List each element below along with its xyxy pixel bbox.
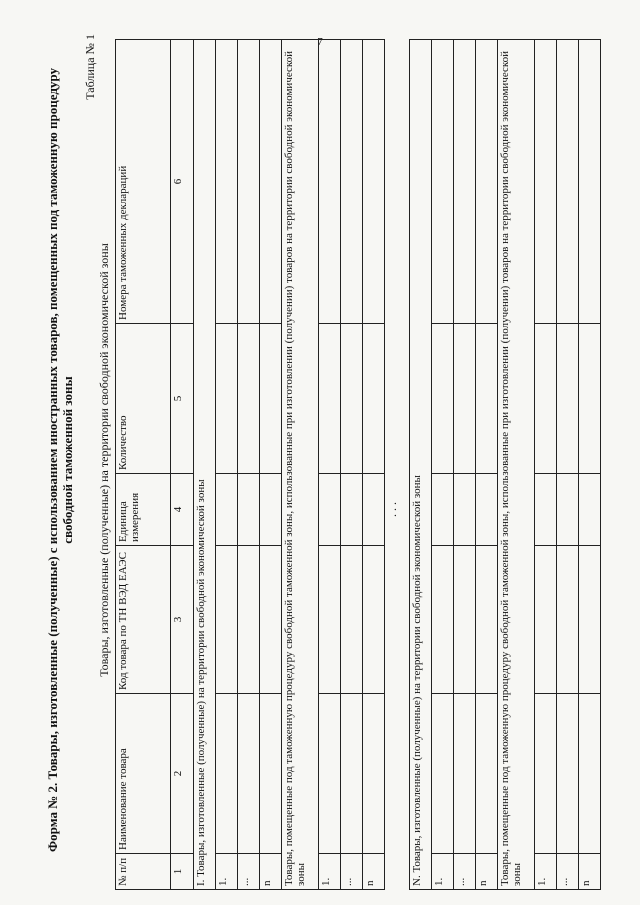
section-2-title-repeat: Товары, помещенные под таможенную процедуру свободной таможенной зоны, использованные при изготовлении (получении) товаров на территории свободной экономической зоны [498,40,535,890]
row-label: 1. [216,854,238,890]
section-row [194,40,216,890]
landscape-form [45,30,605,890]
header-row [116,40,171,890]
column-number: 3 [171,546,194,694]
table-row [216,40,238,890]
table-row [260,40,282,890]
table-row [238,40,260,890]
header-cell-quantity: Количество [116,324,171,474]
header-cell-name: Наименование товара [116,694,171,854]
table-row [319,40,341,890]
header-cell-unit: Единица измерения [116,474,171,546]
form-title-line-1: Форма № 2. Товары, изготовленные (полученные) с использованием иностранных товаров, помещенных под таможенную процедуру [45,68,60,852]
section-1-title: I. Товары, изготовленные (полученные) на территории свободной экономической зоны [194,40,216,890]
header-cell-declarations: Номера таможенных деклараций [116,40,171,324]
row-label: n [476,854,498,890]
form-title-line-2: свободной таможенной зоны [60,376,75,544]
column-number: 6 [171,40,194,324]
row-label: 1. [432,854,454,890]
header-cell-number: № п/п [116,854,171,890]
table-row [454,40,476,890]
header-cell-code: Код товара по ТН ВЭД ЕАЭС [116,546,171,694]
row-label: 1. [319,854,341,890]
row-label: ... [454,854,476,890]
table-row [363,40,385,890]
row-label: n [363,854,385,890]
table-row [341,40,363,890]
section-row [498,40,535,890]
page-number: 7 [317,36,323,48]
row-label: n [579,854,601,890]
table-row [557,40,579,890]
table-row [535,40,557,890]
gap-dots: . . . [385,502,399,517]
form-title [45,30,75,890]
table-row [579,40,601,890]
row-label: ... [238,854,260,890]
table-number: Таблица № 1 [83,34,97,100]
row-label: 1. [535,854,557,890]
table-caption: Товары, изготовленные (полученные) на территории свободной экономической зоны [97,243,111,677]
column-number: 4 [171,474,194,546]
row-label: ... [557,854,579,890]
gap-row [385,40,410,890]
column-number: 1 [171,854,194,890]
table-row [476,40,498,890]
goods-table [115,39,601,890]
table-row [432,40,454,890]
section-n-title: N. Товары, изготовленные (полученные) на территории свободной экономической зоны [410,40,432,890]
column-number-row [171,40,194,890]
column-number: 2 [171,694,194,854]
section-row [410,40,432,890]
row-label: n [260,854,282,890]
section-row [282,40,319,890]
column-number: 5 [171,324,194,474]
row-label: ... [341,854,363,890]
section-2-title: Товары, помещенные под таможенную процедуру свободной таможенной зоны, использованные при изготовлении (получении) товаров на территории свободной экономической зоны [282,40,319,890]
